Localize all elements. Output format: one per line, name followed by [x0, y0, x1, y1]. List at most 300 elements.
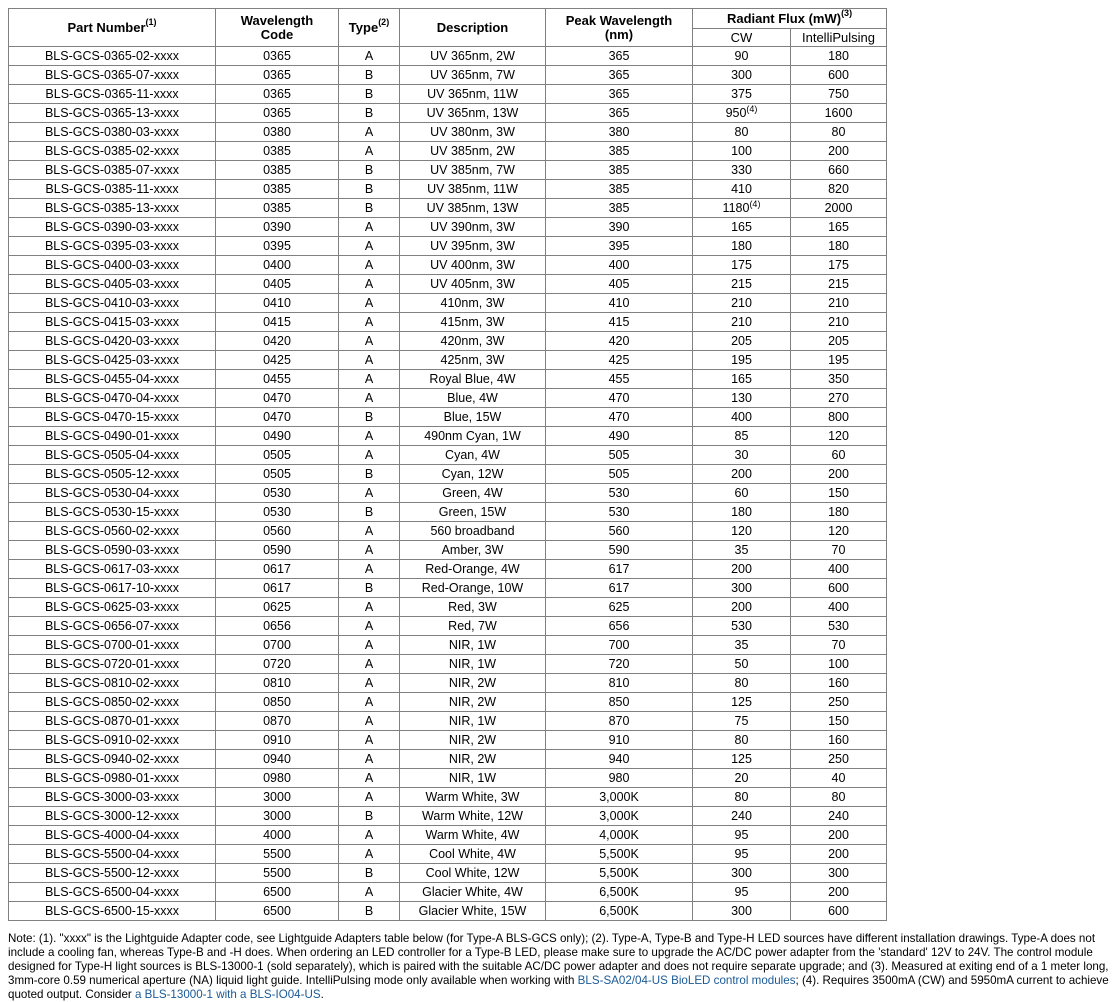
- cell-type: B: [339, 807, 400, 826]
- cell-cw: 165: [693, 218, 791, 237]
- cell-description: Cool White, 12W: [400, 864, 546, 883]
- cell-description: NIR, 2W: [400, 674, 546, 693]
- cell-wavelength-code: 0405: [216, 275, 339, 294]
- cell-description: Cyan, 12W: [400, 465, 546, 484]
- cell-description: NIR, 1W: [400, 712, 546, 731]
- table-row: [9, 503, 887, 522]
- cell-cw: 180: [693, 237, 791, 256]
- cell-part-number: BLS-GCS-0870-01-xxxx: [9, 712, 216, 731]
- cell-intellipulsing: 240: [791, 807, 887, 826]
- cell-wavelength-code: 0530: [216, 484, 339, 503]
- table-row: [9, 199, 887, 218]
- table-row: [9, 408, 887, 427]
- cell-peak-wavelength: 656: [546, 617, 693, 636]
- cell-intellipulsing: 750: [791, 85, 887, 104]
- table-row: [9, 674, 887, 693]
- cell-intellipulsing: 210: [791, 294, 887, 313]
- table-row: [9, 218, 887, 237]
- cell-intellipulsing: 200: [791, 883, 887, 902]
- cell-peak-wavelength: 850: [546, 693, 693, 712]
- table-row: [9, 465, 887, 484]
- cell-part-number: BLS-GCS-0365-07-xxxx: [9, 66, 216, 85]
- cell-description: UV 395nm, 3W: [400, 237, 546, 256]
- cell-intellipulsing: 210: [791, 313, 887, 332]
- cell-description: Red, 7W: [400, 617, 546, 636]
- cell-part-number: BLS-GCS-0455-04-xxxx: [9, 370, 216, 389]
- header-description: Description: [400, 9, 546, 47]
- cell-part-number: BLS-GCS-0505-04-xxxx: [9, 446, 216, 465]
- cell-type: A: [339, 541, 400, 560]
- cell-peak-wavelength: 490: [546, 427, 693, 446]
- cell-peak-wavelength: 365: [546, 47, 693, 66]
- cell-part-number: BLS-GCS-0420-03-xxxx: [9, 332, 216, 351]
- table-row: [9, 123, 887, 142]
- cell-cw: 210: [693, 313, 791, 332]
- cell-intellipulsing: 80: [791, 788, 887, 807]
- cell-wavelength-code: 3000: [216, 807, 339, 826]
- cell-peak-wavelength: 470: [546, 389, 693, 408]
- cell-peak-wavelength: 385: [546, 180, 693, 199]
- cell-type: A: [339, 826, 400, 845]
- cell-part-number: BLS-GCS-0910-02-xxxx: [9, 731, 216, 750]
- cell-intellipulsing: 530: [791, 617, 887, 636]
- table-row: [9, 256, 887, 275]
- cell-peak-wavelength: 385: [546, 199, 693, 218]
- cell-cw: 80: [693, 788, 791, 807]
- table-row: [9, 294, 887, 313]
- cell-wavelength-code: 0625: [216, 598, 339, 617]
- cell-cw: 35: [693, 636, 791, 655]
- cell-part-number: BLS-GCS-0385-11-xxxx: [9, 180, 216, 199]
- cell-type: A: [339, 275, 400, 294]
- cell-intellipulsing: 400: [791, 560, 887, 579]
- cell-part-number: BLS-GCS-0490-01-xxxx: [9, 427, 216, 446]
- cell-description: Red, 3W: [400, 598, 546, 617]
- cell-peak-wavelength: 395: [546, 237, 693, 256]
- cell-cw: 90: [693, 47, 791, 66]
- table-row: [9, 807, 887, 826]
- cell-type: A: [339, 256, 400, 275]
- cell-peak-wavelength: 940: [546, 750, 693, 769]
- cell-peak-wavelength: 410: [546, 294, 693, 313]
- cell-description: Red-Orange, 10W: [400, 579, 546, 598]
- cell-wavelength-code: 0720: [216, 655, 339, 674]
- cell-description: Red-Orange, 4W: [400, 560, 546, 579]
- cell-wavelength-code: 0700: [216, 636, 339, 655]
- cell-peak-wavelength: 365: [546, 66, 693, 85]
- cell-intellipulsing: 250: [791, 693, 887, 712]
- cell-description: UV 365nm, 11W: [400, 85, 546, 104]
- cell-peak-wavelength: 505: [546, 446, 693, 465]
- cell-description: 410nm, 3W: [400, 294, 546, 313]
- cell-description: UV 385nm, 7W: [400, 161, 546, 180]
- cell-type: B: [339, 104, 400, 123]
- cell-peak-wavelength: 700: [546, 636, 693, 655]
- cell-cw: 210: [693, 294, 791, 313]
- cell-intellipulsing: 200: [791, 465, 887, 484]
- cell-part-number: BLS-GCS-0470-04-xxxx: [9, 389, 216, 408]
- cell-cw: 125: [693, 693, 791, 712]
- cell-type: B: [339, 408, 400, 427]
- cell-wavelength-code: 0940: [216, 750, 339, 769]
- cell-type: A: [339, 674, 400, 693]
- cell-part-number: BLS-GCS-5500-04-xxxx: [9, 845, 216, 864]
- cell-cw: 300: [693, 66, 791, 85]
- cell-wavelength-code: 0505: [216, 465, 339, 484]
- cell-cw: 410: [693, 180, 791, 199]
- cell-wavelength-code: 0470: [216, 389, 339, 408]
- cell-wavelength-code: 0910: [216, 731, 339, 750]
- cell-cw: 100: [693, 142, 791, 161]
- cell-type: B: [339, 579, 400, 598]
- cell-wavelength-code: 0390: [216, 218, 339, 237]
- cell-part-number: BLS-GCS-0617-10-xxxx: [9, 579, 216, 598]
- cell-peak-wavelength: 5,500K: [546, 845, 693, 864]
- cell-cw: 530: [693, 617, 791, 636]
- cell-type: A: [339, 750, 400, 769]
- cell-type: A: [339, 731, 400, 750]
- cell-cw: 195: [693, 351, 791, 370]
- cell-description: 420nm, 3W: [400, 332, 546, 351]
- cell-cw: 95: [693, 883, 791, 902]
- table-row: [9, 142, 887, 161]
- cell-intellipulsing: 660: [791, 161, 887, 180]
- cell-intellipulsing: 70: [791, 636, 887, 655]
- cell-peak-wavelength: 385: [546, 161, 693, 180]
- cell-cw: 300: [693, 864, 791, 883]
- cell-type: A: [339, 218, 400, 237]
- cell-type: A: [339, 484, 400, 503]
- table-row: [9, 826, 887, 845]
- cell-description: UV 365nm, 13W: [400, 104, 546, 123]
- cell-type: A: [339, 142, 400, 161]
- table-row: [9, 446, 887, 465]
- cell-wavelength-code: 0365: [216, 47, 339, 66]
- table-row: [9, 617, 887, 636]
- cell-wavelength-code: 0505: [216, 446, 339, 465]
- header-part-number: Part Number$^{(1)}$: [9, 9, 216, 47]
- cell-cw: 120: [693, 522, 791, 541]
- cell-description: 490nm Cyan, 1W: [400, 427, 546, 446]
- cell-intellipulsing: 250: [791, 750, 887, 769]
- table-row: [9, 750, 887, 769]
- cell-cw: 300: [693, 902, 791, 921]
- cell-description: NIR, 2W: [400, 731, 546, 750]
- cell-wavelength-code: 0385: [216, 142, 339, 161]
- cell-description: UV 365nm, 7W: [400, 66, 546, 85]
- cell-cw: 130: [693, 389, 791, 408]
- cell-peak-wavelength: 590: [546, 541, 693, 560]
- cell-part-number: BLS-GCS-3000-03-xxxx: [9, 788, 216, 807]
- cell-wavelength-code: 0415: [216, 313, 339, 332]
- table-row: [9, 883, 887, 902]
- cell-type: A: [339, 712, 400, 731]
- cell-part-number: BLS-GCS-0560-02-xxxx: [9, 522, 216, 541]
- cell-description: NIR, 1W: [400, 636, 546, 655]
- cell-intellipulsing: 600: [791, 579, 887, 598]
- table-row: [9, 237, 887, 256]
- cell-intellipulsing: 270: [791, 389, 887, 408]
- cell-wavelength-code: 6500: [216, 902, 339, 921]
- cell-type: A: [339, 560, 400, 579]
- cell-type: B: [339, 864, 400, 883]
- table-row: [9, 731, 887, 750]
- cell-cw: 200: [693, 598, 791, 617]
- cell-type: A: [339, 351, 400, 370]
- cell-peak-wavelength: 365: [546, 104, 693, 123]
- cell-description: 560 broadband: [400, 522, 546, 541]
- cell-cw: 175: [693, 256, 791, 275]
- cw-footnote-marker: (4): [746, 103, 758, 114]
- table-row: [9, 845, 887, 864]
- cell-part-number: BLS-GCS-6500-04-xxxx: [9, 883, 216, 902]
- table-row: [9, 541, 887, 560]
- cell-wavelength-code: 0380: [216, 123, 339, 142]
- cell-cw: 200: [693, 465, 791, 484]
- cell-peak-wavelength: 530: [546, 484, 693, 503]
- table-row: [9, 636, 887, 655]
- cell-intellipulsing: 150: [791, 712, 887, 731]
- cell-type: B: [339, 85, 400, 104]
- cell-peak-wavelength: 530: [546, 503, 693, 522]
- cell-intellipulsing: 40: [791, 769, 887, 788]
- cell-description: Cyan, 4W: [400, 446, 546, 465]
- link-bls-13000-1[interactable]: a BLS-13000-1 with a BLS-IO04-US: [134, 988, 321, 1001]
- cell-description: Glacier White, 15W: [400, 902, 546, 921]
- cell-intellipulsing: 100: [791, 655, 887, 674]
- cell-intellipulsing: 180: [791, 237, 887, 256]
- table-row: [9, 66, 887, 85]
- cell-part-number: BLS-GCS-0385-13-xxxx: [9, 199, 216, 218]
- table-row: [9, 180, 887, 199]
- table-row: [9, 275, 887, 294]
- cell-cw: 240: [693, 807, 791, 826]
- table-row: [9, 484, 887, 503]
- cell-intellipulsing: 120: [791, 427, 887, 446]
- cell-intellipulsing: 215: [791, 275, 887, 294]
- cell-part-number: BLS-GCS-0415-03-xxxx: [9, 313, 216, 332]
- cell-wavelength-code: 0395: [216, 237, 339, 256]
- cell-description: Amber, 3W: [400, 541, 546, 560]
- table-row: [9, 85, 887, 104]
- table-row: [9, 560, 887, 579]
- cell-part-number: BLS-GCS-0390-03-xxxx: [9, 218, 216, 237]
- cell-cw: 35: [693, 541, 791, 560]
- cell-description: Green, 15W: [400, 503, 546, 522]
- cell-cw: 125: [693, 750, 791, 769]
- cell-description: Blue, 15W: [400, 408, 546, 427]
- cell-intellipulsing: 200: [791, 142, 887, 161]
- cell-type: B: [339, 66, 400, 85]
- cell-peak-wavelength: 505: [546, 465, 693, 484]
- table-row: [9, 161, 887, 180]
- cell-wavelength-code: 0560: [216, 522, 339, 541]
- cell-cw: 80: [693, 123, 791, 142]
- cell-type: B: [339, 199, 400, 218]
- cell-part-number: BLS-GCS-0700-01-xxxx: [9, 636, 216, 655]
- cell-intellipulsing: 150: [791, 484, 887, 503]
- table-row: [9, 693, 887, 712]
- cell-type: A: [339, 769, 400, 788]
- cell-wavelength-code: 0590: [216, 541, 339, 560]
- cell-description: Warm White, 3W: [400, 788, 546, 807]
- cell-peak-wavelength: 390: [546, 218, 693, 237]
- cell-description: NIR, 1W: [400, 769, 546, 788]
- note-text-3: .: [320, 988, 324, 1001]
- cell-peak-wavelength: 425: [546, 351, 693, 370]
- cell-wavelength-code: 3000: [216, 788, 339, 807]
- cell-peak-wavelength: 415: [546, 313, 693, 332]
- cell-cw: 205: [693, 332, 791, 351]
- cell-peak-wavelength: 3,000K: [546, 807, 693, 826]
- cell-cw: 60: [693, 484, 791, 503]
- cell-wavelength-code: 5500: [216, 864, 339, 883]
- table-row: [9, 389, 887, 408]
- table-row: [9, 370, 887, 389]
- table-row: [9, 427, 887, 446]
- cell-wavelength-code: 4000: [216, 826, 339, 845]
- cell-description: Royal Blue, 4W: [400, 370, 546, 389]
- cell-part-number: BLS-GCS-0625-03-xxxx: [9, 598, 216, 617]
- cell-intellipulsing: 400: [791, 598, 887, 617]
- cell-intellipulsing: 300: [791, 864, 887, 883]
- cell-part-number: BLS-GCS-0425-03-xxxx: [9, 351, 216, 370]
- cell-description: Blue, 4W: [400, 389, 546, 408]
- cell-part-number: BLS-GCS-0410-03-xxxx: [9, 294, 216, 313]
- cell-part-number: BLS-GCS-0590-03-xxxx: [9, 541, 216, 560]
- link-bioled-control-modules[interactable]: BLS-SA02/04-US BioLED control modules: [577, 974, 796, 987]
- cell-cw: 85: [693, 427, 791, 446]
- cell-part-number: BLS-GCS-4000-04-xxxx: [9, 826, 216, 845]
- cell-intellipulsing: 180: [791, 503, 887, 522]
- led-spec-table: [8, 8, 887, 921]
- cell-peak-wavelength: 6,500K: [546, 902, 693, 921]
- cell-cw: 375: [693, 85, 791, 104]
- cell-wavelength-code: 6500: [216, 883, 339, 902]
- table-row: [9, 332, 887, 351]
- cell-wavelength-code: 0810: [216, 674, 339, 693]
- cell-intellipulsing: 800: [791, 408, 887, 427]
- cell-cw: 165: [693, 370, 791, 389]
- table-row: [9, 522, 887, 541]
- cell-peak-wavelength: 365: [546, 85, 693, 104]
- cell-intellipulsing: 600: [791, 902, 887, 921]
- cell-part-number: BLS-GCS-0380-03-xxxx: [9, 123, 216, 142]
- cell-description: Glacier White, 4W: [400, 883, 546, 902]
- cell-description: Green, 4W: [400, 484, 546, 503]
- cell-type: B: [339, 503, 400, 522]
- cell-peak-wavelength: 400: [546, 256, 693, 275]
- cell-part-number: BLS-GCS-0656-07-xxxx: [9, 617, 216, 636]
- cell-intellipulsing: 195: [791, 351, 887, 370]
- cell-cw: 215: [693, 275, 791, 294]
- cell-cw: 200: [693, 560, 791, 579]
- cell-type: A: [339, 389, 400, 408]
- cell-intellipulsing: 1600: [791, 104, 887, 123]
- table-row: [9, 769, 887, 788]
- cell-wavelength-code: 0425: [216, 351, 339, 370]
- footnote: [8, 932, 1116, 1002]
- cell-type: B: [339, 161, 400, 180]
- cell-intellipulsing: 175: [791, 256, 887, 275]
- cell-type: A: [339, 845, 400, 864]
- header-cw: CW: [693, 29, 791, 47]
- table-row: [9, 902, 887, 921]
- cell-cw: 95: [693, 826, 791, 845]
- cell-intellipulsing: 80: [791, 123, 887, 142]
- cell-part-number: BLS-GCS-0530-15-xxxx: [9, 503, 216, 522]
- table-row: [9, 579, 887, 598]
- cell-peak-wavelength: 870: [546, 712, 693, 731]
- cell-part-number: BLS-GCS-0385-02-xxxx: [9, 142, 216, 161]
- cell-type: A: [339, 636, 400, 655]
- cell-part-number: BLS-GCS-0470-15-xxxx: [9, 408, 216, 427]
- cell-description: UV 365nm, 2W: [400, 47, 546, 66]
- cell-peak-wavelength: 3,000K: [546, 788, 693, 807]
- cell-description: NIR, 2W: [400, 750, 546, 769]
- cell-peak-wavelength: 385: [546, 142, 693, 161]
- cell-part-number: BLS-GCS-6500-15-xxxx: [9, 902, 216, 921]
- cell-type: B: [339, 465, 400, 484]
- table-row: [9, 598, 887, 617]
- cell-wavelength-code: 0850: [216, 693, 339, 712]
- cell-wavelength-code: 0365: [216, 85, 339, 104]
- cell-type: A: [339, 332, 400, 351]
- note-text-2: ; (4). Requires 3500mA (CW) and 5950mA current to achieve quoted output. Consider: [8, 974, 1109, 1001]
- table-header: [9, 9, 887, 47]
- cell-peak-wavelength: 470: [546, 408, 693, 427]
- cell-intellipulsing: 200: [791, 845, 887, 864]
- cell-wavelength-code: 0470: [216, 408, 339, 427]
- header-wavelength-code: Wavelength Code: [216, 9, 339, 47]
- cell-peak-wavelength: 980: [546, 769, 693, 788]
- cell-part-number: BLS-GCS-0395-03-xxxx: [9, 237, 216, 256]
- cell-cw: 180: [693, 503, 791, 522]
- cell-type: A: [339, 598, 400, 617]
- cell-description: Warm White, 12W: [400, 807, 546, 826]
- cell-wavelength-code: 0530: [216, 503, 339, 522]
- cell-description: UV 400nm, 3W: [400, 256, 546, 275]
- cell-wavelength-code: 5500: [216, 845, 339, 864]
- cell-peak-wavelength: 420: [546, 332, 693, 351]
- cell-cw: 95: [693, 845, 791, 864]
- cell-part-number: BLS-GCS-0720-01-xxxx: [9, 655, 216, 674]
- cell-wavelength-code: 0365: [216, 104, 339, 123]
- cell-cw: 75: [693, 712, 791, 731]
- cell-wavelength-code: 0400: [216, 256, 339, 275]
- note-text-1: Note: (1). "xxxx" is the Lightguide Adapter code, see Lightguide Adapters table below (for Type-A BLS-GCS only); (2). Type-A, Type-B and Type-H LED sources have different installation drawings. Type-A does not include a cooling fan, whereas Type-B and -H does. When ordering an LED controller for a Type-B LED, please make sure to upgrade the AC/DC power adapter from the 'standard' 12V to 24V. The control module designed for Type-H light sources is BLS-13000-1 (sold separately), which is paired with the suitable AC/DC power adapter and does not require separate upgrade; and (3). Measured at exiting end of a 1 meter long, 3mm-core 0.59 numerical aperture (NA) liquid light guide. IntelliPulsing mode only available when working with: [8, 932, 1109, 987]
- table-row: [9, 47, 887, 66]
- table-row: [9, 655, 887, 674]
- cell-part-number: BLS-GCS-0530-04-xxxx: [9, 484, 216, 503]
- cell-type: A: [339, 522, 400, 541]
- cell-peak-wavelength: 5,500K: [546, 864, 693, 883]
- cell-wavelength-code: 0656: [216, 617, 339, 636]
- cell-intellipulsing: 70: [791, 541, 887, 560]
- cell-intellipulsing: 120: [791, 522, 887, 541]
- cell-description: 415nm, 3W: [400, 313, 546, 332]
- cell-type: A: [339, 427, 400, 446]
- table-row: [9, 788, 887, 807]
- cell-type: B: [339, 902, 400, 921]
- cell-intellipulsing: 165: [791, 218, 887, 237]
- cell-part-number: BLS-GCS-0400-03-xxxx: [9, 256, 216, 275]
- cell-description: 425nm, 3W: [400, 351, 546, 370]
- cell-intellipulsing: 180: [791, 47, 887, 66]
- header-radiant-flux: Radiant Flux (mW)$^{(3)}$: [693, 9, 887, 29]
- cell-wavelength-code: 0410: [216, 294, 339, 313]
- table-row: [9, 864, 887, 883]
